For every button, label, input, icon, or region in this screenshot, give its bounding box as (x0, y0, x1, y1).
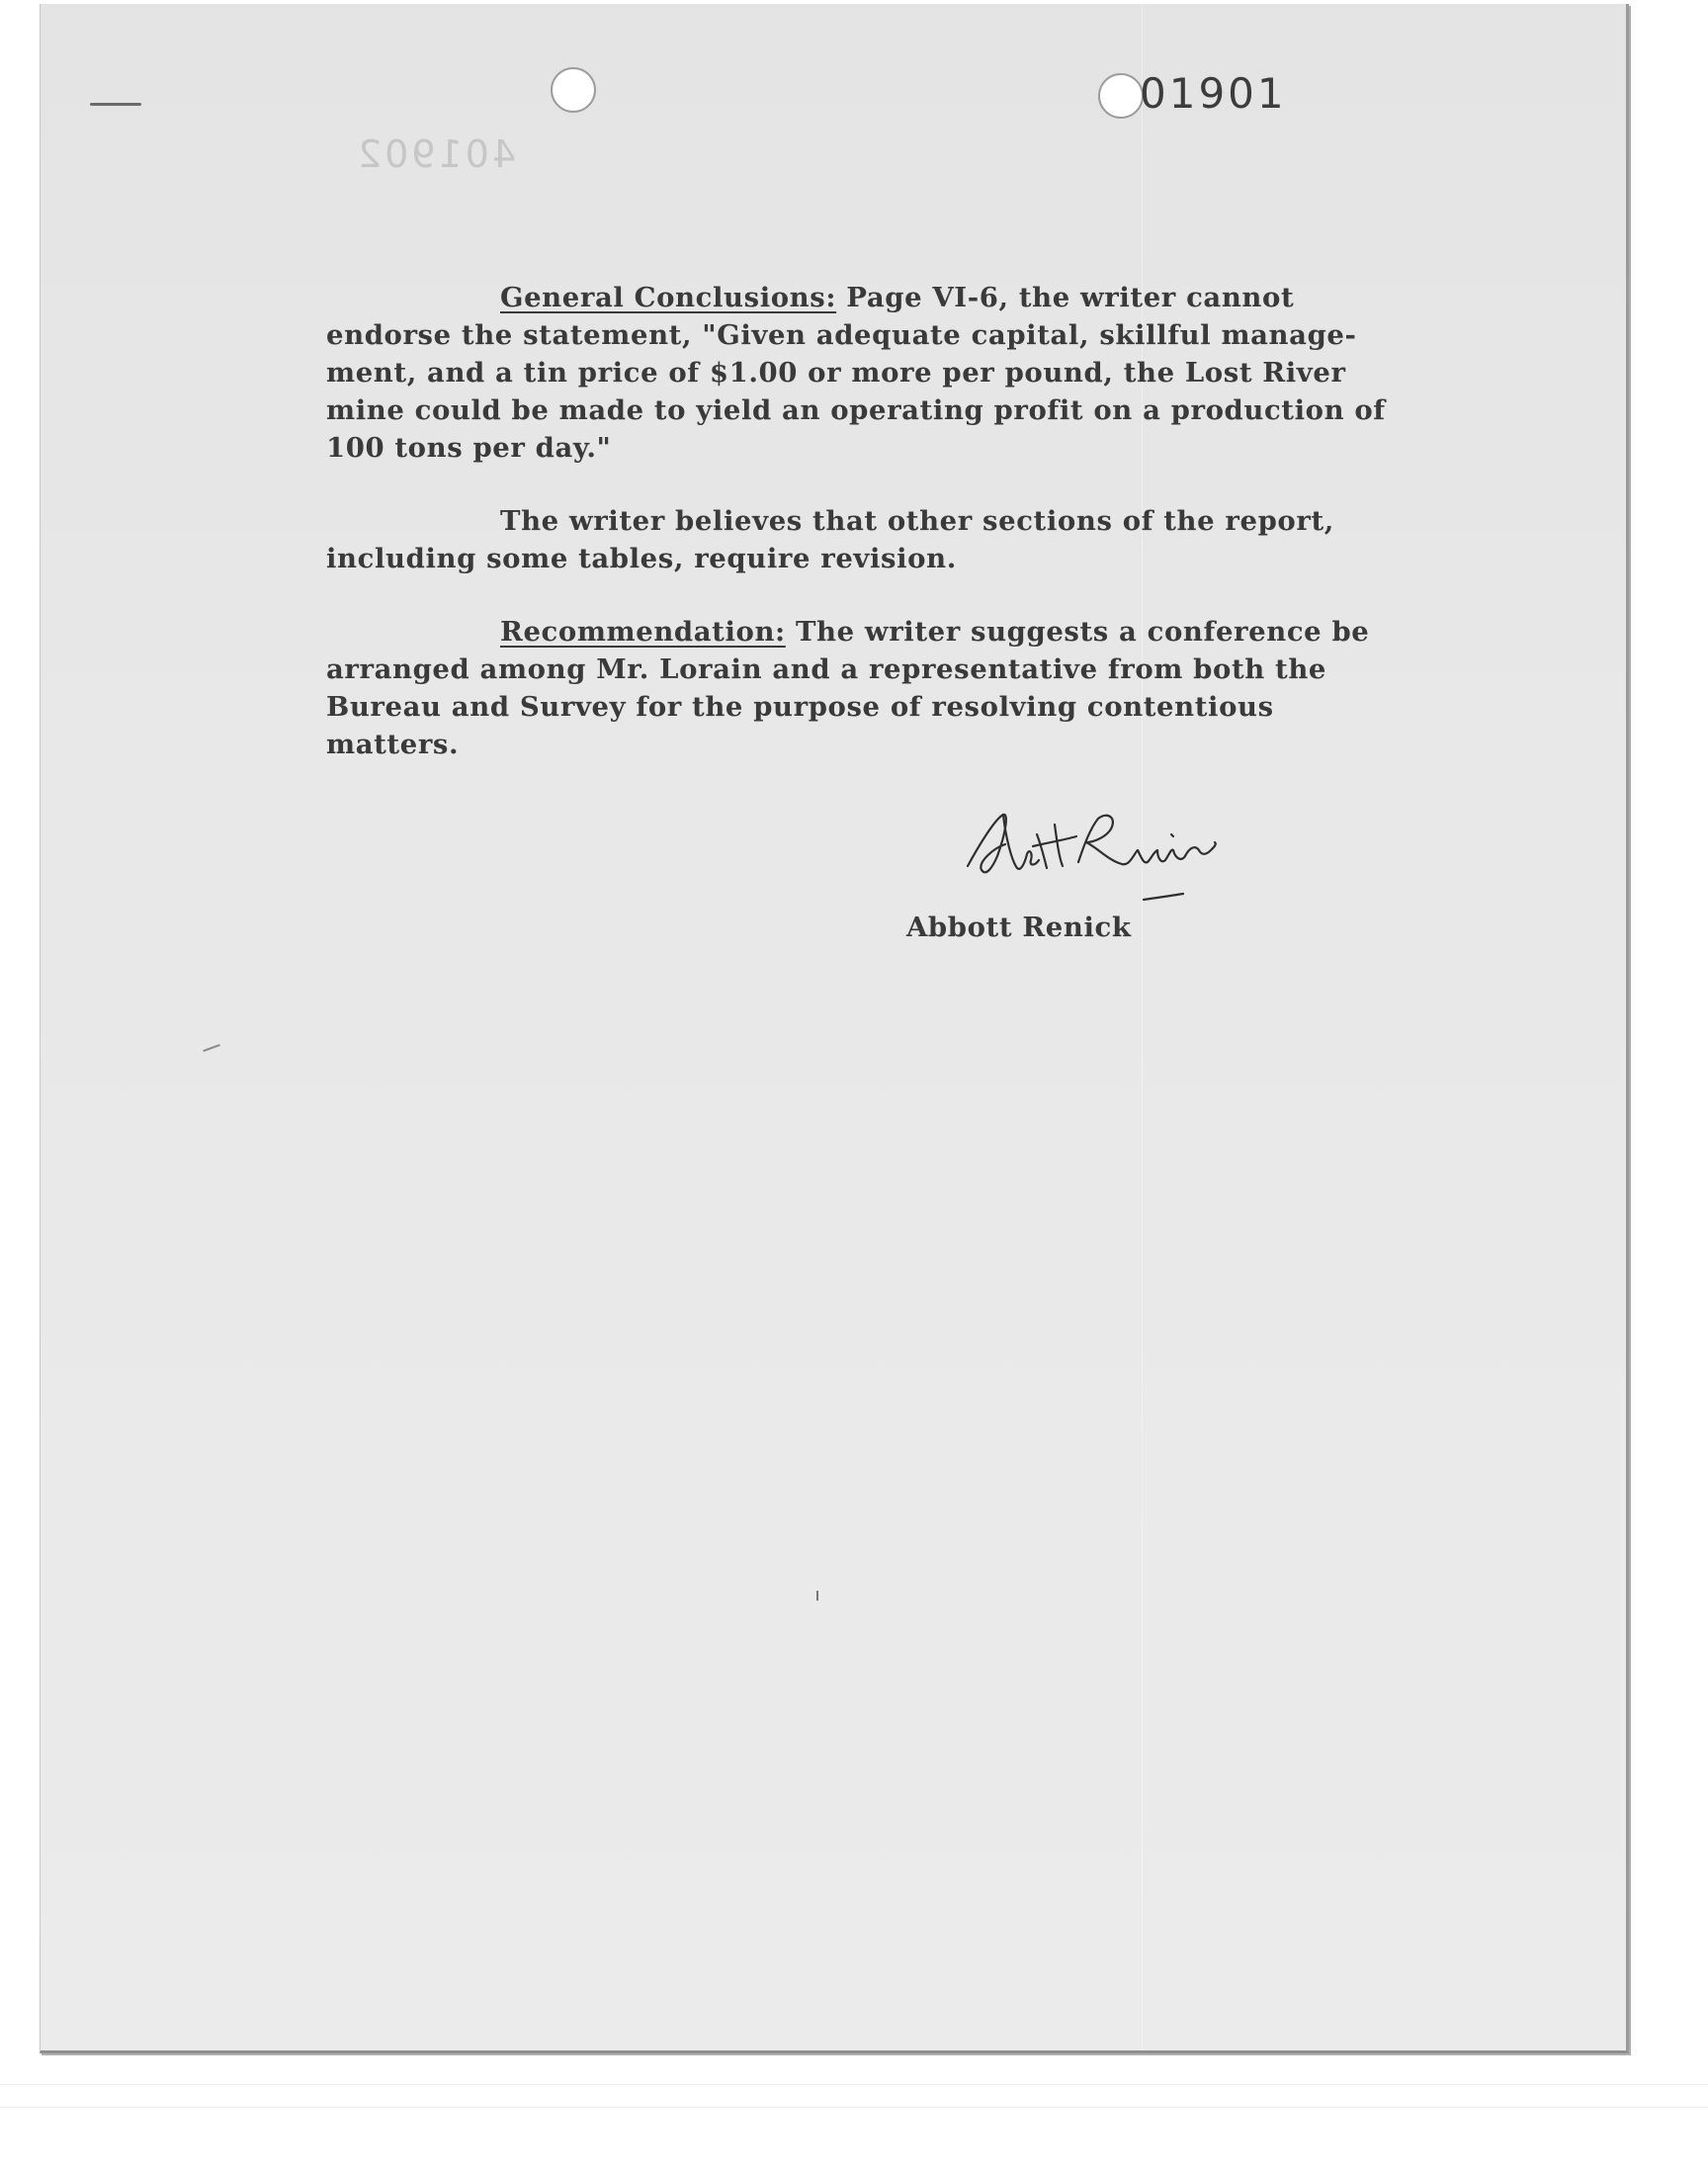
scan-bottom-edge (0, 2084, 1708, 2108)
paragraph-text: matters. (326, 729, 460, 760)
punch-hole-right (1098, 73, 1144, 119)
handwritten-signature (960, 805, 1227, 914)
paragraph-text: mine could be made to yield an operating profit on a production of (326, 394, 1386, 426)
paragraph-text: Bureau and Survey for the purpose of resolving contentious (326, 691, 1274, 723)
paragraph-text: 100 tons per day." (326, 432, 612, 464)
section-heading-general-conclusions: General Conclusions: (500, 282, 837, 313)
paragraph-text: ment, and a tin price of $1.00 or more per pound, the Lost River (326, 357, 1346, 389)
paragraph-text: including some tables, require revision. (326, 543, 957, 574)
recommendation-paragraph (326, 613, 1473, 763)
signer-name: Abbott Renick (906, 912, 1132, 943)
document-number: 01901 (1140, 69, 1287, 118)
section-heading-recommendation: Recommendation: (500, 616, 786, 648)
bleed-through-number: 401902 (355, 132, 517, 176)
general-conclusions-paragraph (326, 279, 1473, 467)
margin-mark (90, 103, 141, 106)
paragraph-text: endorse the statement, "Given adequate capital, skillful manage- (326, 319, 1357, 351)
letter-body (326, 279, 1473, 763)
paragraph-text: The writer believes that other sections of the report, (500, 505, 1334, 537)
revision-paragraph (326, 502, 1473, 577)
paper-speck (203, 1044, 220, 1052)
punch-hole-left (551, 67, 596, 113)
paragraph-text: Page VI-6, the writer cannot (836, 282, 1295, 313)
paragraph-text: The writer suggests a conference be (785, 616, 1370, 648)
signature-block (900, 805, 1256, 953)
paragraph-text: arranged among Mr. Lorain and a representative from both the (326, 653, 1327, 685)
paper-speck (816, 1591, 818, 1601)
document-page (40, 4, 1629, 2053)
